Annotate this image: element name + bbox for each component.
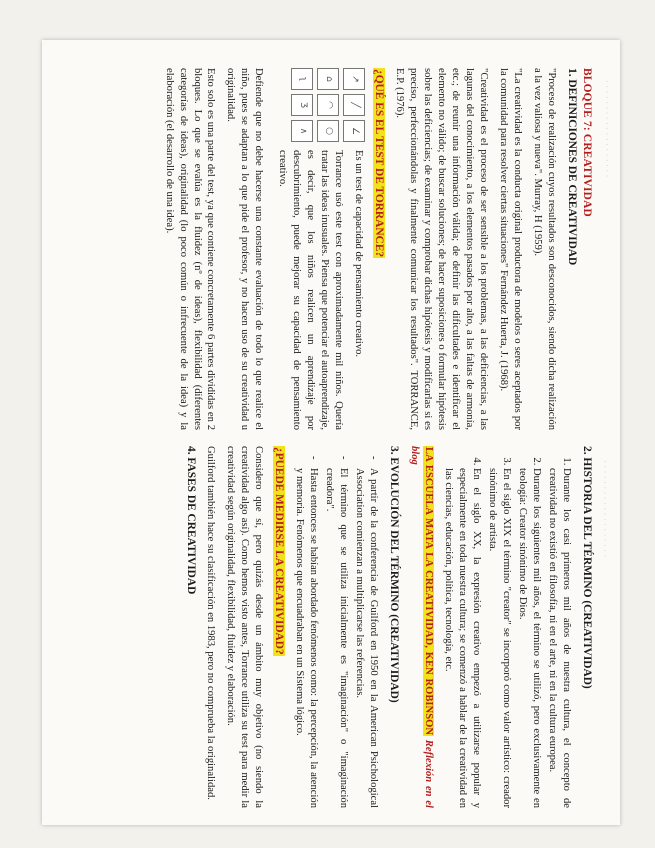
list-item: 1. Durante los casi primeros mil años de nuestra cultura, el concepto de creatividad no existió en filosofía, ni en el arte, ni en la cultura europea.	[545, 468, 573, 808]
document-page	[42, 40, 620, 825]
definition-murray: "Proceso de realización cuyos resultados son desconocidos, siendo dicha realización a la vez valiosa y nueva". Murray, H (1959).	[531, 68, 557, 430]
torrance-paragraph-3: Defiende que no debe hacerse una constante evaluación de todo lo que realice el niño, pues se adaptan a lo que pide el profesor, y no hacen uso de su creatividad u originalidad.	[225, 68, 265, 430]
list-item: - El término que se utiliza inicialmente es "imaginación" o "imaginación creadora".	[322, 468, 350, 808]
list-item: - A partir de la conferencia de Guilford en 1950 en la American Psichological Association comienzan a multiplicarse las referencias.	[352, 468, 380, 808]
torrance-sketch-grid	[269, 68, 365, 142]
block-title: BLOQUE 7: CREATIVIDAD	[581, 68, 593, 217]
list-item: 3. En el siglo XIX el término "creator" se incorporó como valor artístico: creador sinónimo de artista.	[485, 468, 513, 808]
left-column	[60, 68, 594, 430]
torrance-question: ¿QUÉ ES EL TEST DE TORRANCE?	[373, 69, 386, 258]
section-3-title: 3. EVOLUCIÓN DEL TÉRMINO (CREATIVIDAD)	[388, 446, 401, 703]
torrance-description	[269, 150, 365, 430]
sketch-cell: ╱	[343, 94, 365, 116]
torrance-paragraph-2: Torrance usó este test con aproximadamente mil niños. Quería tratar las ideas inusuales. Piensa que potenciar el autoaprendizaje, es decir, que los niños realicen un aprendizaje por descubrimiento, puede mejorar su capacidad de pensamiento creativo.	[277, 150, 345, 430]
evolution-list	[292, 446, 380, 808]
sketch-cell: ∧	[291, 120, 313, 142]
sketch-cell: ◠	[317, 94, 339, 116]
measure-question: ¿PUEDE MEDIRSE LA CREATIVIDAD?	[273, 447, 286, 655]
section-2-title: 2. HISTORIA DEL TÉRMINO (CREATIVIDAD)	[581, 446, 593, 689]
definition-torrance: "Creatividad es el proceso de ser sensible a los problemas, a las deficiencias, a las lagunas del conocimiento, a los elementos pasados por alto, a las faltas de armonía, etc.; de reunir una información válida; de definir las dificultades e identificar el elemento no válido; de buscar soluciones; de hacer suposiciones o formular hipótesis sobre las deficiencias; de examinar y comprobar dichas hipótesis y modificarlas si es preciso, perfeccionándolas y finalmente comunicar los resultados". TORRANCE, E.P. (1976).	[394, 68, 490, 430]
list-item: 2. Durante los siguientes mil años, el término se utilizó, pero exclusivamente en teología: Creator sinónimo de Dios.	[515, 468, 543, 808]
right-column	[60, 446, 594, 808]
section-4-title: 4. FASES DE CREATIVIDAD	[184, 446, 197, 595]
rotated-content	[42, 40, 620, 825]
definition-fernandez: "La creatividad es la conducta original productora de modelos o seres aceptados por la comunidad para resolver ciertas situaciones" Fernández Huerta, J. (1968).	[498, 68, 523, 430]
measure-paragraph-2: Guilford también hace su clasificación en 1983, pero no comprueba la originalidad.	[205, 446, 217, 800]
torrance-paragraph-1: Es un test de capacidad de pensamiento creativo.	[353, 150, 365, 358]
measure-paragraph-1: Considero que sí, pero quizás desde un ámbito muy objetivo (no siendo la creatividad algo así). Como hemos visto antes, Torrance utiliza su test para medir la creatividad según originalidad, flexibilidad, fluidez y elaboración.	[225, 446, 265, 808]
list-item: 4. En el siglo XX, la expresión creativo empezó a utilizarse popular y especialmente en toda nuestra cultura; se comenzó a hablar de la creatividad en las ciencias, educación, política, tecnología, etc.	[441, 468, 483, 808]
section-1-title: 1. DEFINICIONES DE CREATIVIDAD	[565, 68, 578, 266]
history-list	[441, 446, 573, 808]
sketch-cell: ↗	[343, 68, 365, 90]
robinson-heading	[407, 446, 435, 808]
robinson-tag: Reflexión en el blog	[409, 446, 435, 809]
torrance-figure-block	[269, 68, 365, 430]
bleed-through-text: · · · · · · · · · · · · · · · · · · ·	[600, 460, 610, 558]
sketch-cell: Ʒ	[291, 94, 313, 116]
sketch-cell: ○	[317, 120, 339, 142]
sketch-cell: ∠	[343, 120, 365, 142]
robinson-title: LA ESCUELA MATA LA CREATIVIDAD, KEN ROBINSON	[423, 447, 435, 735]
bleed-through-text: · · · · · · · · · · · · · · · · · · ·	[602, 80, 612, 178]
sketch-cell: ʅ	[291, 68, 313, 90]
sketch-cell: ⌂	[317, 68, 339, 90]
list-item: - Hasta entonces se habían abordado fenómenos como: la percepción, la atención y memoria. Fenómenos que encuadraban en un Sistema lógico.	[292, 468, 320, 808]
torrance-paragraph-4: Esto solo es una parte del test, ya que contiene concretamente 6 partes divididas en 2 bloques. Lo que se evalúa es la fluidez (nº de ideas), flexibilidad (diferentes categorías de ideas), originalidad (lo poco común o infrecuente de la idea) y la elaboración (el desarrollo de una idea).	[163, 68, 217, 430]
